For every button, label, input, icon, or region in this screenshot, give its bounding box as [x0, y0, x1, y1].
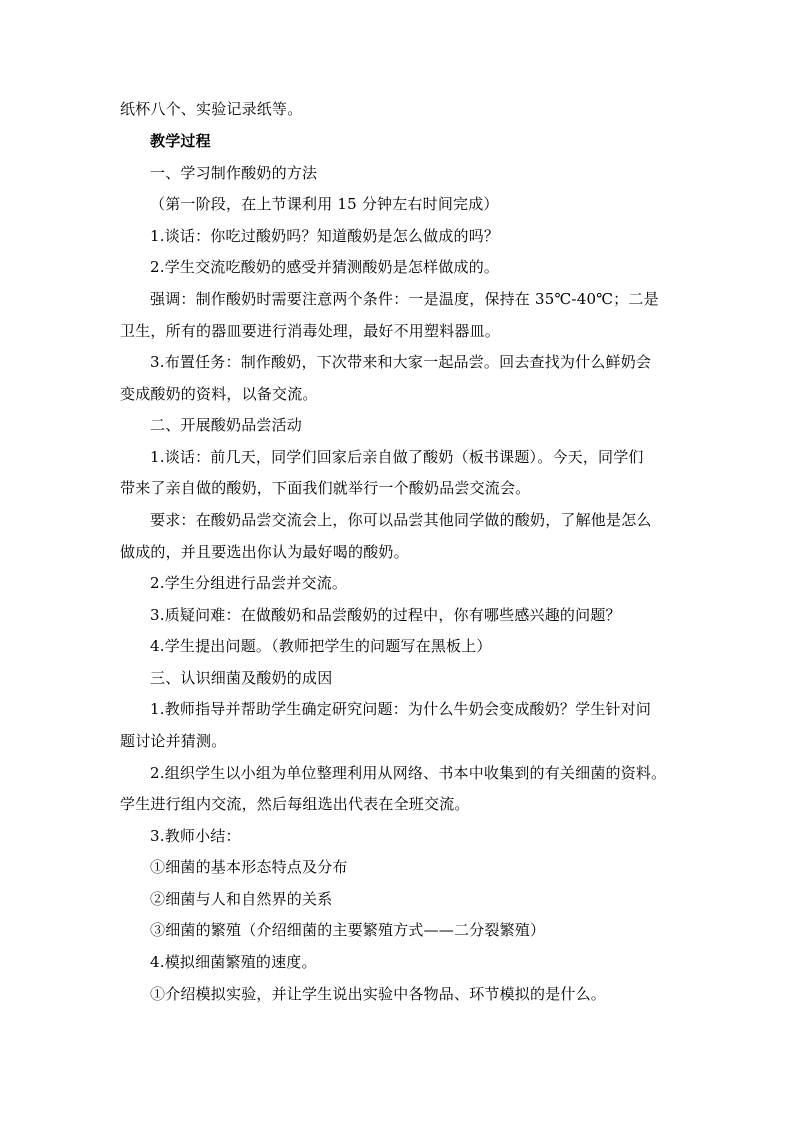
paragraph-line: 变成酸奶的资料，以备交流。 [120, 385, 318, 403]
paragraph-line: 4.模拟细菌繁殖的速度。 [150, 953, 317, 971]
list-item: ③细菌的繁殖（介绍细菌的主要繁殖方式——二分裂繁殖） [150, 921, 546, 939]
paragraph-line: 强调：制作酸奶时需要注意两个条件：一是温度，保持在 35℃-40℃；二是 [150, 290, 659, 308]
section-title: 三、认识细菌及酸奶的成因 [150, 669, 333, 687]
paragraph-line: 学生进行组内交流，然后每组选出代表在全班交流。 [120, 795, 470, 813]
paragraph-line: 纸杯八个、实验记录纸等。 [120, 100, 303, 118]
paragraph-line: 要求：在酸奶品尝交流会上，你可以品尝其他同学做的酸奶，了解他是怎么 [150, 511, 652, 529]
list-item: ②细菌与人和自然界的关系 [150, 890, 333, 908]
paragraph-line: 题讨论并猜测。 [120, 732, 227, 750]
paragraph-line: 4.学生提出问题。（教师把学生的问题写在黑板上） [150, 637, 492, 655]
section-title: 一、学习制作酸奶的方法 [150, 164, 318, 182]
paragraph-line: 1.教师指导并帮助学生确定研究问题：为什么牛奶会变成酸奶？学生针对问 [150, 700, 652, 718]
paragraph-line: 3.教师小结： [150, 827, 241, 845]
paragraph-line: 3.质疑问难：在做酸奶和品尝酸奶的过程中，你有哪些感兴趣的问题？ [150, 606, 621, 624]
paragraph-line: 1.谈话：前几天，同学们回家后亲自做了酸奶（板书课题）。今天，同学们 [150, 448, 644, 466]
list-item: ①细菌的基本形态特点及分布 [150, 858, 348, 876]
paragraph-line: 卫生，所有的器皿要进行消毒处理，最好不用塑料器皿。 [120, 322, 501, 340]
paragraph-line: 3.布置任务：制作酸奶，下次带来和大家一起品尝。回去查找为什么鲜奶会 [150, 353, 652, 371]
paragraph-line: 2.学生交流吃酸奶的感受并猜测酸奶是怎样做成的。 [150, 258, 500, 276]
section-heading: 教学过程 [150, 132, 211, 150]
paragraph-line: 带来了亲自做的酸奶，下面我们就举行一个酸奶品尝交流会。 [120, 479, 531, 497]
paragraph-line: 2.组织学生以小组为单位整理利用从网络、书本中收集到的有关细菌的资料。 [150, 764, 667, 782]
paragraph-line: 做成的，并且要选出你认为最好喝的酸奶。 [120, 543, 409, 561]
list-item: ①介绍模拟实验，并让学生说出实验中各物品、环节模拟的是什么。 [150, 985, 607, 1003]
paragraph-line: 2.学生分组进行品尝并交流。 [150, 574, 348, 592]
paragraph-line: 1.谈话：你吃过酸奶吗？知道酸奶是怎么做成的吗？ [150, 227, 500, 245]
section-title: 二、开展酸奶品尝活动 [150, 416, 303, 434]
paragraph-line: （第一阶段，在上节课利用 15 分钟左右时间完成） [150, 195, 499, 213]
